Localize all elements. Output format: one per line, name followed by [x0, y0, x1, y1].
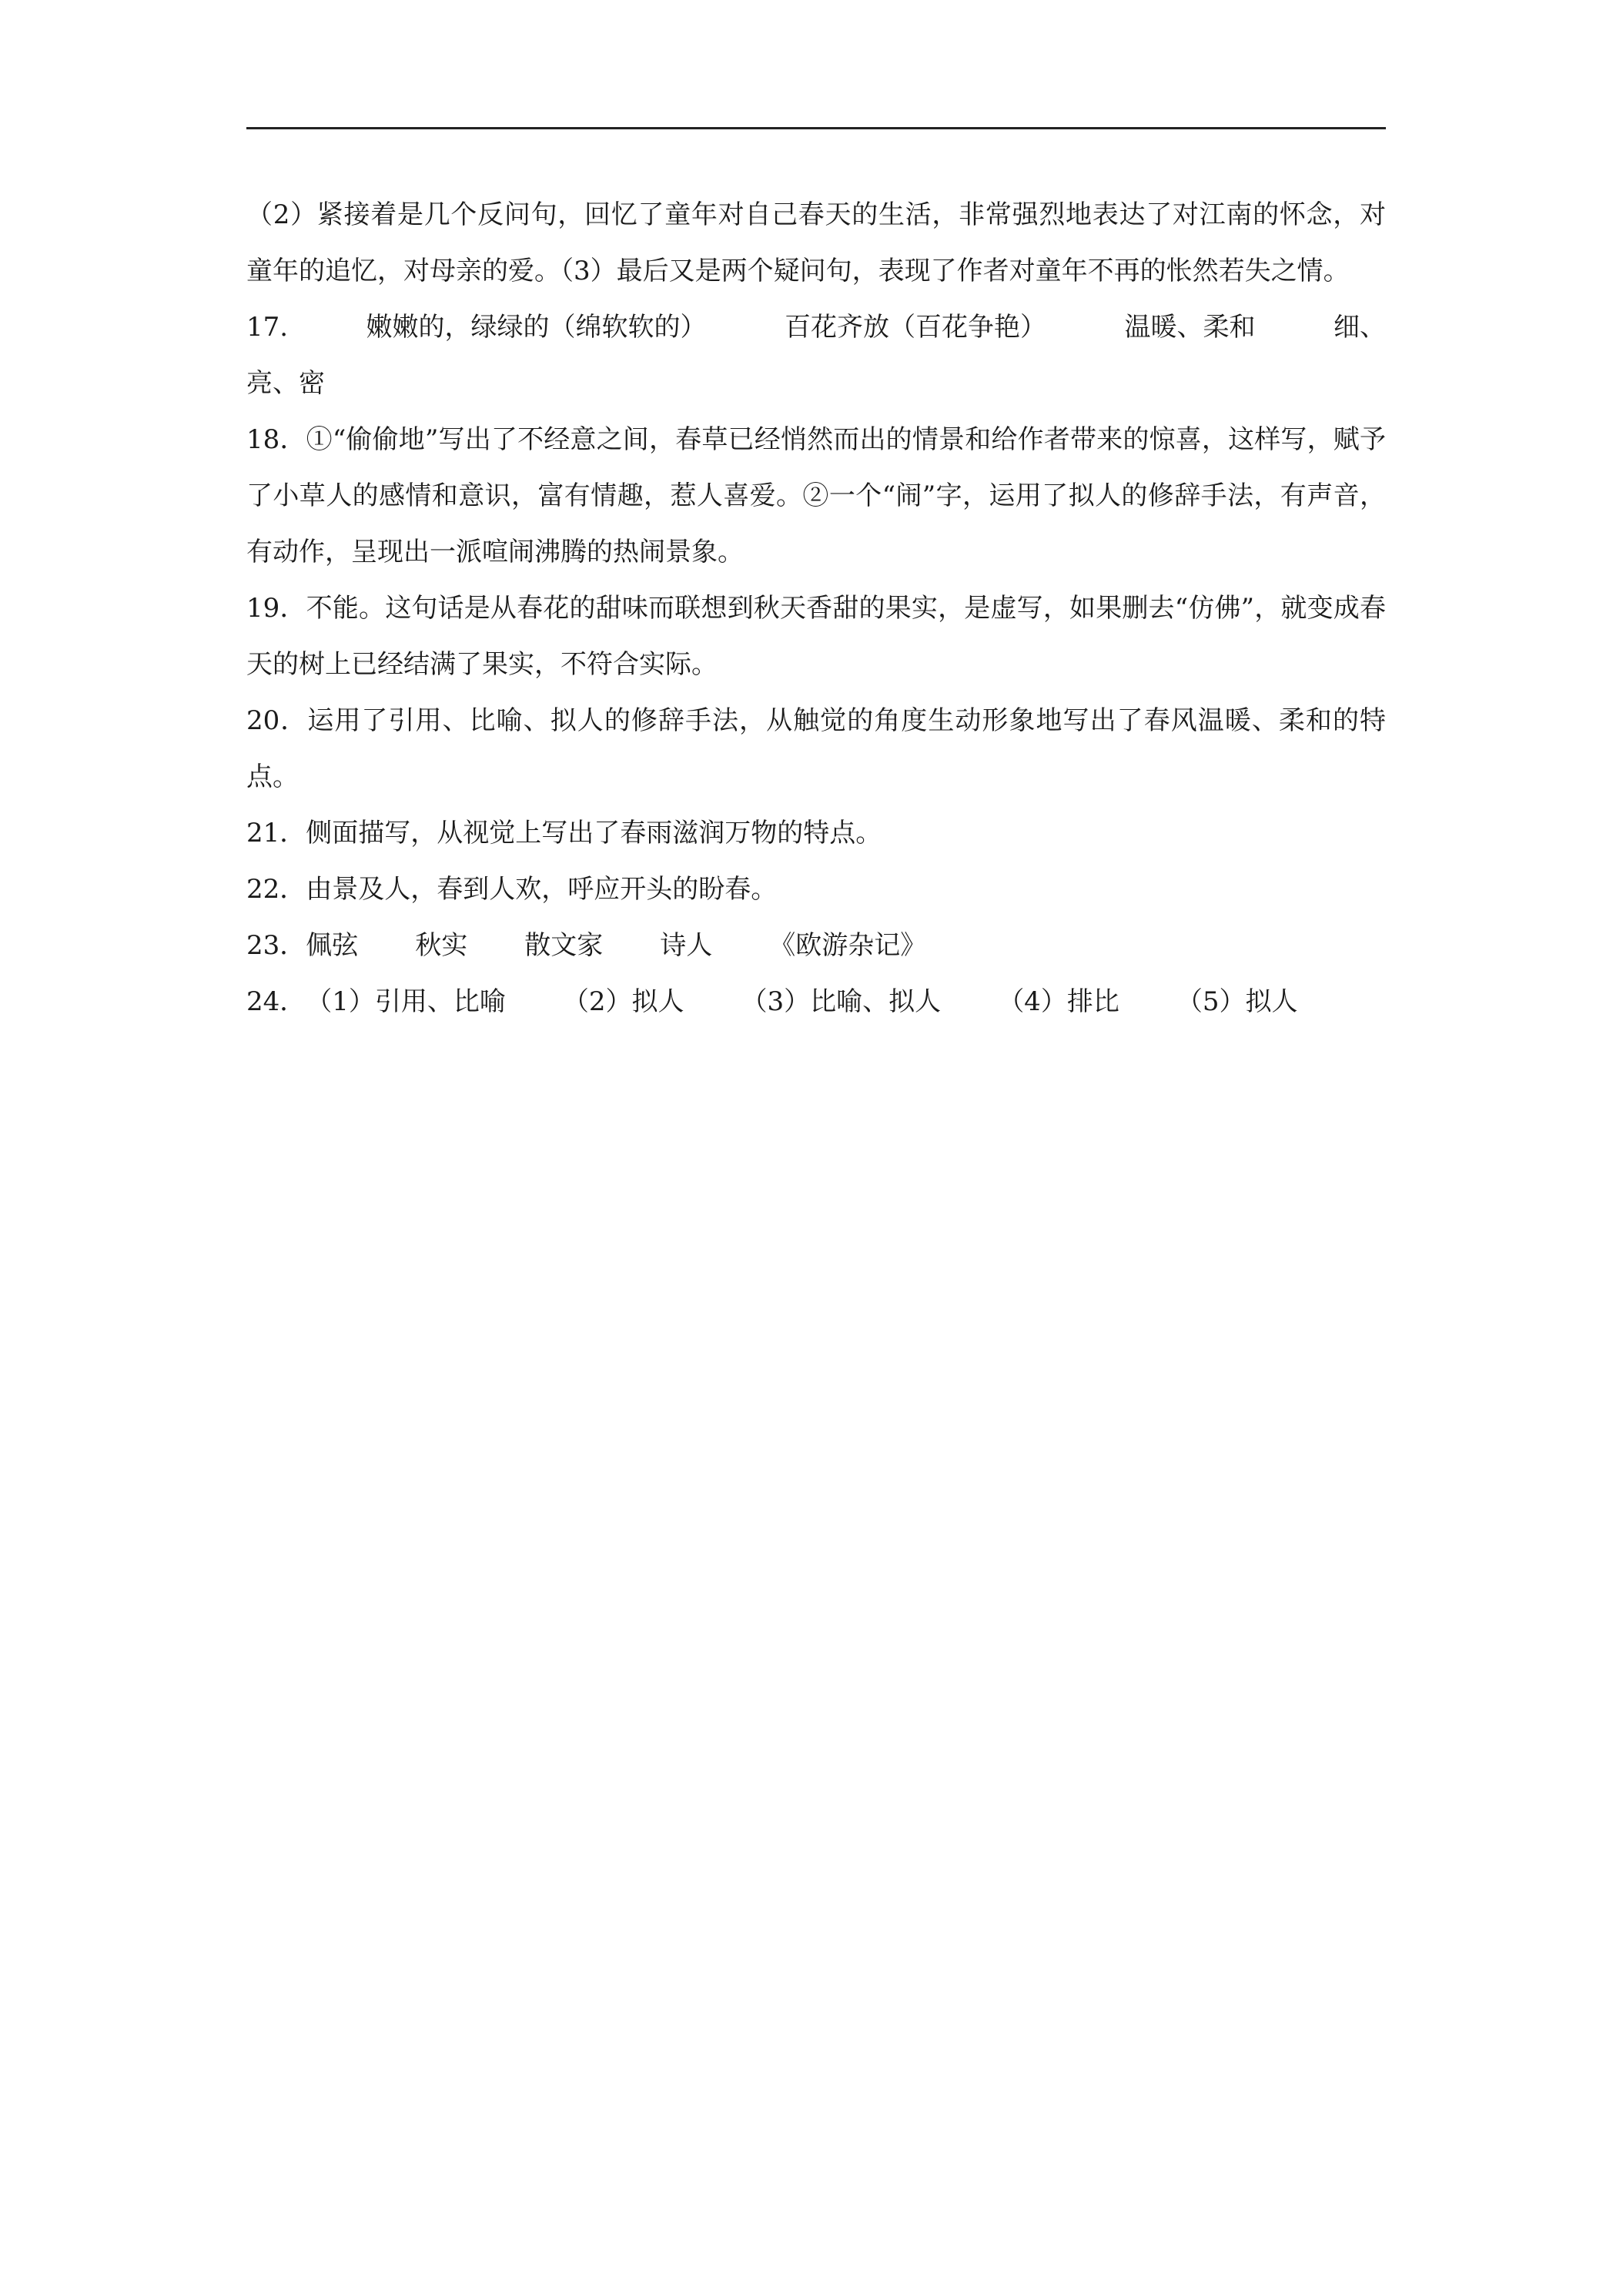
answer-23-number: 23．	[246, 930, 306, 961]
answer-24-item-1: （1）引用、比喻	[306, 986, 506, 1017]
answer-17-item-1: 嫩嫩的，绿绿的（绵软软的）	[366, 312, 707, 343]
answer-24-item-4: （4）排比	[998, 986, 1119, 1017]
answer-24	[246, 974, 1386, 1030]
answer-23	[246, 918, 1386, 974]
header-rule	[246, 127, 1386, 129]
answer-24-number: 24．	[246, 986, 306, 1017]
answer-17-number: 17.	[246, 312, 289, 343]
answer-23-item-4: 诗人	[660, 930, 713, 961]
answer-24-item-5: （5）拟人	[1176, 986, 1298, 1017]
answer-24-item-3: （3）比喻、拟人	[741, 986, 942, 1017]
answer-17-tail: 亮、密	[246, 368, 325, 399]
answer-16-continued: （2）紧接着是几个反问句，回忆了童年对自己春天的生活，非常强烈地表达了对江南的怀念，对童年的追忆，对母亲的爱。（3）最后又是两个疑问句，表现了作者对童年不再的怅然若失之情。	[246, 199, 1386, 286]
answer-21: 21．侧面描写，从视觉上写出了春雨滋润万物的特点。	[246, 818, 882, 848]
answer-23-item-1: 佩弦	[306, 930, 359, 961]
answer-17-item-3: 温暖、柔和	[1124, 312, 1256, 343]
answer-18: 18．①“偷偷地”写出了不经意之间，春草已经悄然而出的情景和给作者带来的惊喜，这样写，赋予了小草人的感情和意识，富有情趣，惹人喜爱。②一个“闹”字，运用了拟人的修辞手法，有声音，有动作，呈现出一派喧闹沸腾的热闹景象。	[246, 424, 1386, 567]
answer-22: 22．由景及人，春到人欢，呼应开头的盼春。	[246, 874, 778, 905]
answer-17-item-2: 百花齐放（百花争艳）	[785, 312, 1047, 343]
answer-23-item-2: 秋实	[415, 930, 468, 961]
answer-content	[246, 187, 1386, 1030]
answer-23-item-5: 《欧游杂记》	[769, 930, 927, 961]
answer-20: 20．运用了引用、比喻、拟人的修辞手法，从触觉的角度生动形象地写出了春风温暖、柔和的特点。	[246, 705, 1386, 792]
answer-19: 19．不能。这句话是从春花的甜味而联想到秋天香甜的果实，是虚写，如果删去“仿佛”，就变成春天的树上已经结满了果实，不符合实际。	[246, 593, 1386, 680]
answer-17-item-4: 细、	[1333, 312, 1386, 343]
answer-23-item-3: 散文家	[524, 930, 604, 961]
answer-24-item-2: （2）拟人	[562, 986, 684, 1017]
answer-17	[246, 300, 1386, 356]
